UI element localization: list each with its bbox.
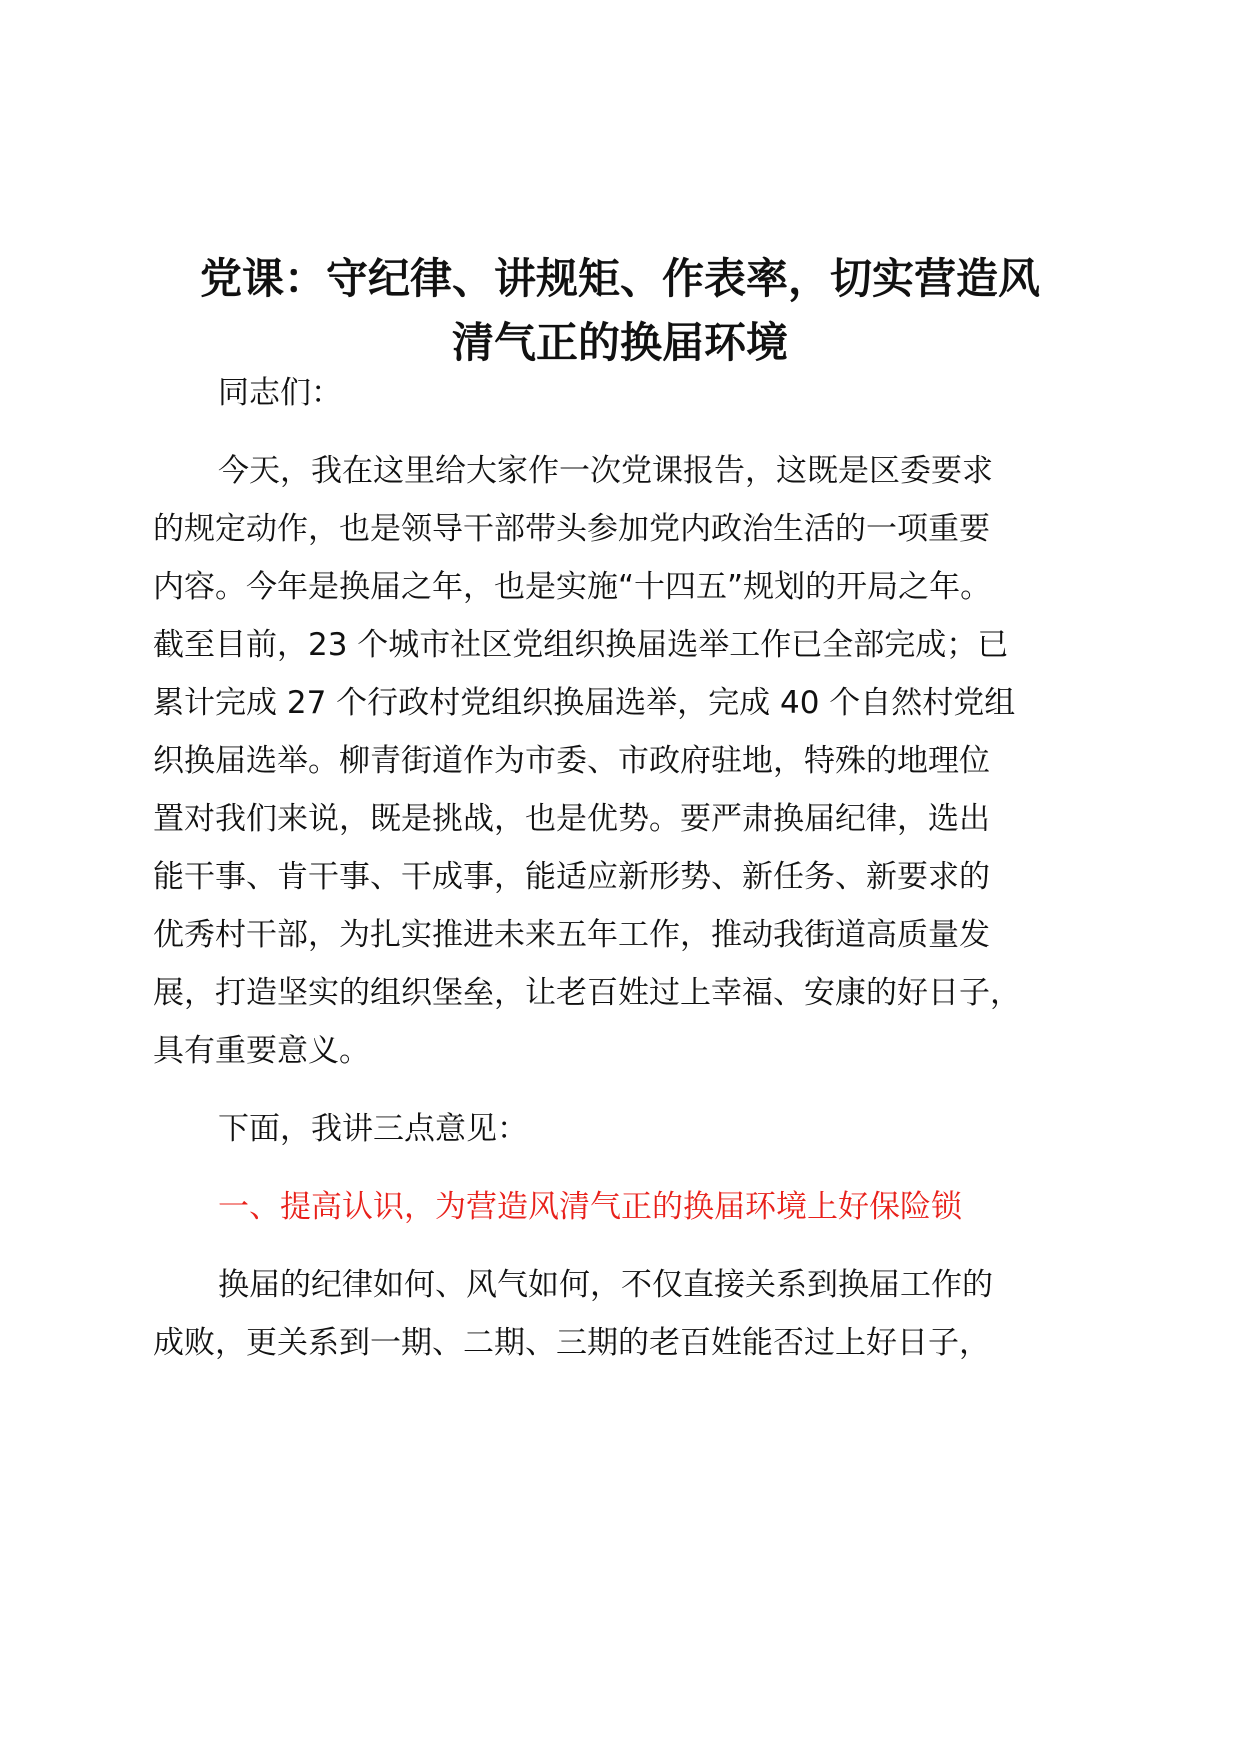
document-title-line-2: 清气正的换届环境: [451, 318, 788, 367]
paragraph-1-line: 今天，我在这里给大家作一次党课报告，这既是区委要求: [218, 453, 993, 489]
intro-text: 下面，我讲三点意见：: [218, 1111, 528, 1147]
document-title-line-1: 党课：守纪律、讲规矩、作表率，切实营造风: [199, 254, 1040, 303]
section-1-heading: 一、提高认识，为营造风清气正的换届环境上好保险锁: [218, 1189, 962, 1225]
paragraph-1-line: 置对我们来说，既是挑战，也是优势。要严肃换届纪律，选出: [153, 801, 990, 837]
paragraph-2-line: 换届的纪律如何、风气如何，不仅直接关系到换届工作的: [218, 1267, 993, 1303]
paragraph-1-line: 截至目前，23 个城市社区党组织换届选举工作已全部完成；已: [153, 627, 1009, 663]
paragraph-1-line: 优秀村干部，为扎实推进未来五年工作，推动我街道高质量发: [153, 917, 990, 953]
paragraph-1-line: 能干事、肯干事、干成事，能适应新形势、新任务、新要求的: [153, 859, 990, 895]
paragraph-1-line: 具有重要意义。: [153, 1033, 370, 1069]
paragraph-2-line: 成败，更关系到一期、二期、三期的老百姓能否过上好日子，: [153, 1325, 990, 1361]
paragraph-1-line: 织换届选举。柳青街道作为市委、市政府驻地，特殊的地理位: [153, 743, 990, 779]
paragraph-1-line: 的规定动作，也是领导干部带头参加党内政治生活的一项重要: [153, 511, 990, 547]
paragraph-1-line: 累计完成 27 个行政村党组织换届选举，完成 40 个自然村党组: [153, 685, 1016, 721]
paragraph-1-line: 展，打造坚实的组织堡垒，让老百姓过上幸福、安康的好日子，: [153, 975, 1021, 1011]
paragraph-1-line: 内容。今年是换届之年，也是实施“十四五”规划的开局之年。: [153, 569, 992, 605]
greeting: 同志们：: [218, 375, 342, 411]
